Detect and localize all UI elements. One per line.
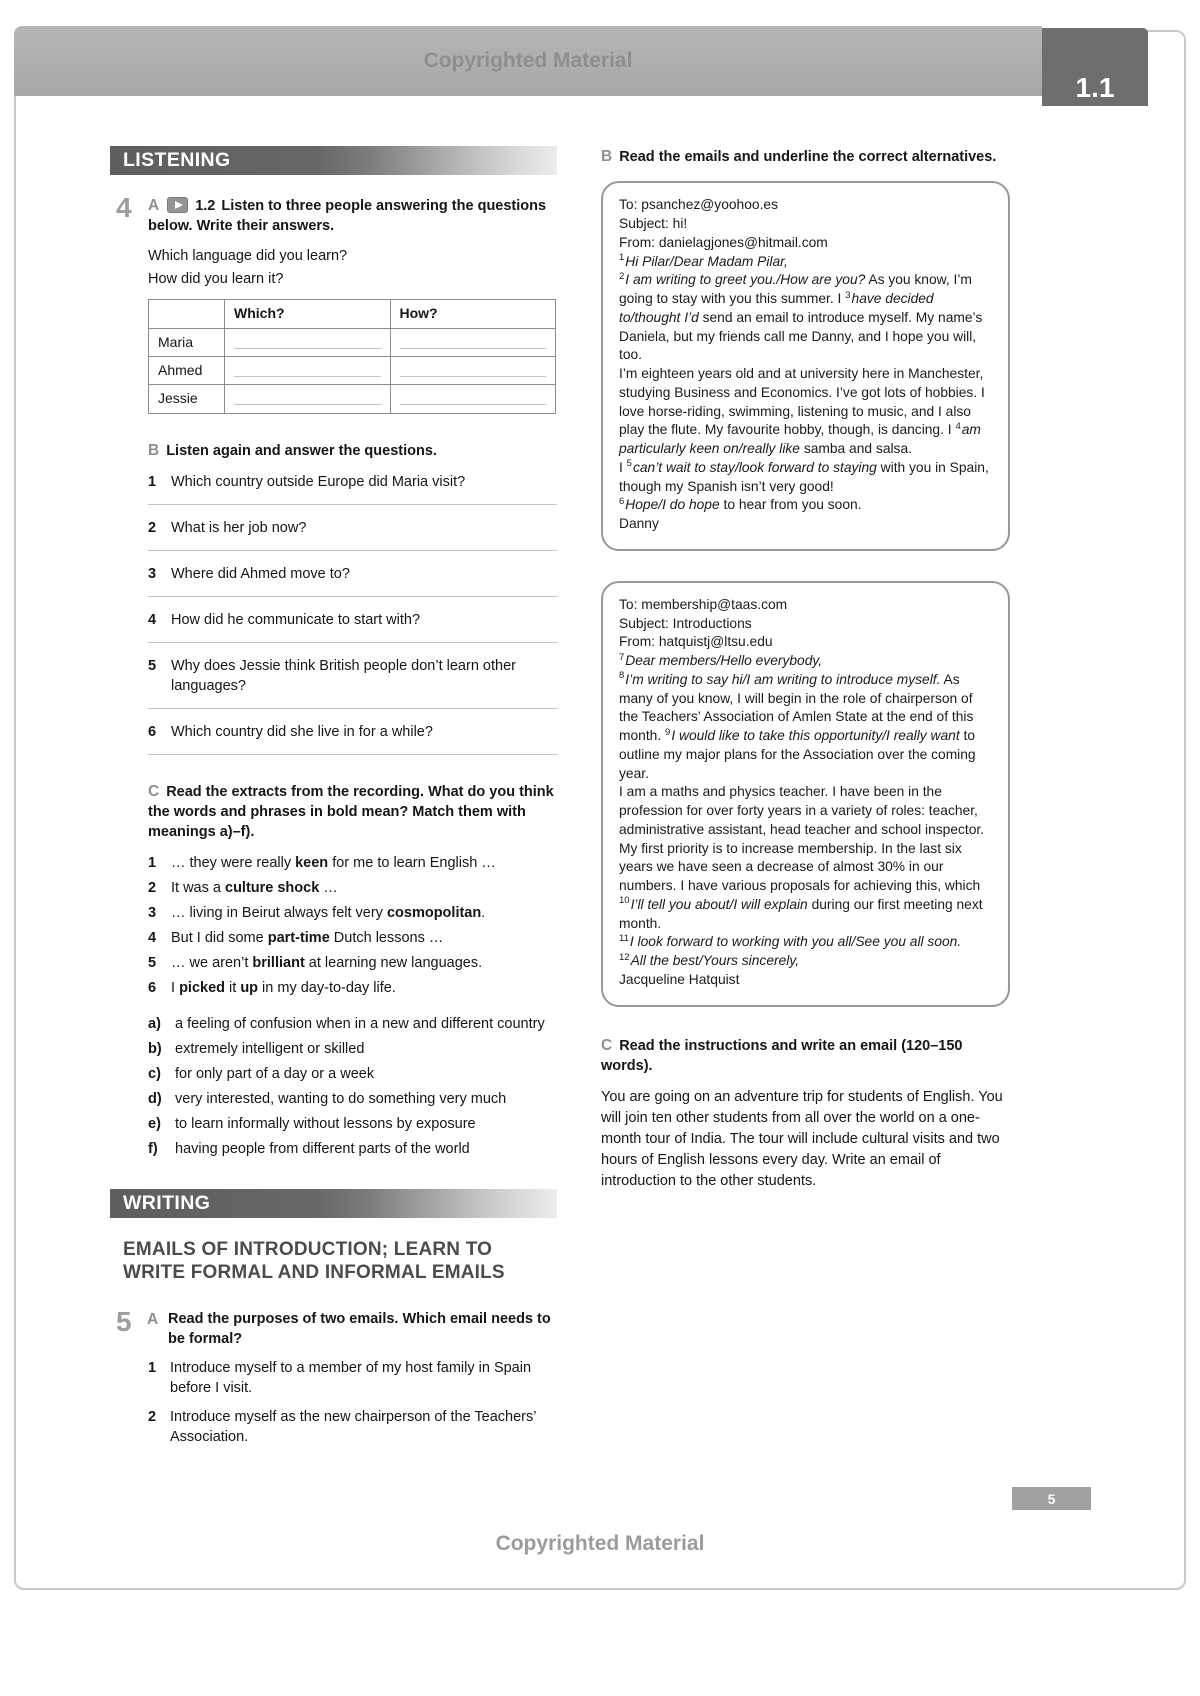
question-text: 3 Where did Ahmed move to?	[148, 565, 350, 582]
audio-play-icon	[167, 197, 188, 213]
copyright-header-text: Copyrighted Material	[423, 49, 633, 72]
meaning-item: a) a feeling of confusion when in a new and different country	[148, 1016, 545, 1033]
email-header-line: Subject: Introductions	[619, 615, 752, 631]
purpose-number: 2	[148, 1408, 157, 1425]
part-a-letter: A	[148, 197, 160, 214]
left-column	[110, 146, 557, 1456]
answer-cell[interactable]	[225, 356, 391, 384]
answer-blank-line[interactable]	[400, 336, 547, 349]
extracts-list	[148, 853, 557, 998]
purpose-number: 1	[148, 1359, 157, 1376]
page-number-box	[1012, 1487, 1091, 1510]
italic-alternatives: I’m writing to say hi/I am writing to introduce myself.	[625, 671, 941, 687]
purpose-item: 2 Introduce myself as the new chairperson of the Teachers’ Association.	[148, 1408, 536, 1445]
questions-list	[148, 472, 557, 755]
question-number: 4	[148, 611, 157, 628]
table-header-row	[149, 300, 556, 328]
superscript-number: 11	[619, 932, 629, 944]
extract-number: 5	[148, 955, 157, 972]
email-paragraph: Danny	[619, 516, 659, 532]
writing-section-title: WRITING	[123, 1192, 211, 1215]
email-header-line: From: danielagjones@hitmail.com	[619, 234, 828, 250]
email-header-line: Subject: hi!	[619, 216, 688, 232]
answer-cell[interactable]	[225, 328, 391, 356]
writing-subtitle-line-2: WRITE FORMAL AND INFORMAL EMAILS	[123, 1262, 505, 1284]
meaning-letter: f)	[148, 1141, 158, 1158]
answer-cell[interactable]	[390, 328, 556, 356]
italic-alternatives: I would like to take this opportunity/I really want	[671, 728, 960, 744]
question-item	[148, 656, 557, 709]
exercise-4a-instruction: Listen to three people answering the questions below. Write their answers.	[148, 198, 547, 235]
copyright-banner-top	[14, 26, 1042, 96]
exercise-4-number: 4	[116, 192, 132, 223]
extract-item: 2 It was a culture shock …	[148, 880, 338, 897]
answer-blank-line[interactable]	[148, 754, 557, 755]
bold-term: keen	[295, 855, 329, 872]
question-number: 2	[148, 519, 157, 536]
superscript-number: 3	[845, 289, 851, 301]
italic-alternatives: am particularly keen on/really like	[619, 422, 981, 457]
email-2-header	[619, 596, 993, 652]
exercise-4c-heading	[148, 781, 557, 842]
listening-section-bar	[110, 146, 557, 175]
answer-cell[interactable]	[225, 385, 391, 413]
student-name-cell: Jessie	[149, 385, 225, 413]
superscript-number: 5	[626, 458, 632, 470]
question-number: 3	[148, 565, 157, 582]
student-name-cell: Maria	[149, 328, 225, 356]
email-header-line: To: membership@taas.com	[619, 596, 788, 612]
listening-prompts	[148, 245, 557, 290]
table-row	[149, 356, 556, 384]
extract-number: 6	[148, 980, 157, 997]
question-item	[148, 472, 557, 505]
meaning-letter: e)	[148, 1116, 161, 1133]
writing-section-bar	[110, 1189, 557, 1218]
italic-alternatives: can’t wait to stay/look forward to staying	[632, 459, 877, 475]
answer-blank-line[interactable]	[234, 336, 381, 349]
italic-alternatives: Hi Pilar/Dear Madam Pilar,	[625, 253, 788, 269]
answers-table	[148, 299, 556, 413]
question-item	[148, 564, 557, 597]
meaning-item: c) for only part of a day or a week	[148, 1066, 375, 1083]
bold-term: brilliant	[252, 955, 305, 972]
email-paragraph: $^6$Hope/I do hope to hear from you soon.	[619, 495, 862, 513]
prompt-which-language: Which language did you learn?	[148, 248, 348, 265]
email-paragraph: I’m eighteen years old and at university here in Manchester, studying Business and Economics. I’ve got lots of hobbies. I love horse-riding, swimming, listening to music, and I also play the flute. My favourite hobby, though, is dancing. I $^4$am particularly keen on/really like samba and salsa.	[619, 366, 985, 457]
email-paragraph	[619, 253, 993, 272]
listening-section-title: LISTENING	[123, 149, 231, 172]
unit-tab	[1042, 28, 1148, 106]
answer-blank-line[interactable]	[148, 642, 557, 643]
email-paragraph: My first priority is to increase membership. In the last six years we have seen a decrease of almost 30% in our numbers. I have various proposals for achieving this, which $^{10}$I’ll tell you about/I will explain during our first meeting next month.	[619, 840, 983, 931]
extract-item: 5 … we aren’t brilliant at learning new languages.	[148, 955, 483, 972]
answer-cell[interactable]	[390, 356, 556, 384]
exercise-c-right-instruction: Read the instructions and write an email (120–150 words).	[601, 1037, 963, 1074]
question-text: 5 Why does Jessie think British people don’t learn other languages?	[148, 657, 516, 694]
table-row	[149, 385, 556, 413]
meaning-item: d) very interested, wanting to do something very much	[148, 1091, 507, 1108]
prompt-how-learn: How did you learn it?	[148, 270, 284, 287]
email-paragraph: I $^5$can’t wait to stay/look forward to staying with you in Spain, though my Spanish isn’t very good!	[619, 458, 989, 494]
extract-item: 3 … living in Beirut always felt very cosmopolitan.	[148, 905, 486, 922]
extract-number: 4	[148, 930, 157, 947]
email-2	[601, 581, 1010, 1007]
email-paragraph: $^8$I’m writing to say hi/I am writing to introduce myself. As many of you know, I will begin in the role of chairperson of the Teachers’ Association of Amlen State at the end of this month. $^9$I would like to take this opportunity/I really want to outline my major plans for the Association over the coming year.	[619, 670, 976, 781]
extract-number: 3	[148, 905, 157, 922]
table-row	[149, 328, 556, 356]
exercise-4c-block	[148, 781, 557, 1159]
copyright-banner-bottom	[0, 1532, 1200, 1556]
superscript-number: 9	[665, 726, 671, 738]
bold-term: up	[240, 980, 259, 997]
email-purpose-list	[148, 1358, 557, 1447]
superscript-number: 8	[619, 670, 625, 682]
meaning-item: e) to learn informally without lessons by exposure	[148, 1116, 476, 1133]
email-header-line: From: hatquistj@ltsu.edu	[619, 634, 773, 650]
meaning-letter: a)	[148, 1016, 161, 1033]
student-name-cell: Ahmed	[149, 356, 225, 384]
writing-task-text: You are going on an adventure trip for students of English. You will join ten other students from all over the world on a one-month tour of India. The tour will include cultural visits and two hours of English lessons every day. Write an email of introduction to the other students.	[601, 1089, 1003, 1190]
part-c-letter: C	[148, 782, 160, 800]
email-1-body	[619, 253, 993, 534]
bold-term: cosmopolitan	[386, 905, 482, 922]
part-a-letter: A	[147, 1310, 159, 1328]
email-paragraph: Jacqueline Hatquist	[619, 971, 740, 987]
meaning-letter: b)	[148, 1041, 162, 1058]
exercise-4b-block	[148, 440, 557, 755]
italic-alternatives: I’ll tell you about/I will explain	[630, 896, 808, 912]
part-b-letter: B	[148, 441, 160, 459]
bold-term: picked	[179, 980, 225, 997]
answer-blank-line[interactable]	[400, 392, 547, 405]
answer-blank-line[interactable]	[234, 364, 381, 377]
meaning-item: f) having people from different parts of the world	[148, 1141, 470, 1158]
extract-item: 1 … they were really keen for me to learn English …	[148, 855, 496, 872]
question-item	[148, 610, 557, 643]
bold-term: culture shock	[225, 880, 320, 897]
page-number: 5	[1047, 1490, 1056, 1507]
audio-track-number: 1.2	[195, 198, 216, 214]
email-paragraph	[619, 952, 993, 971]
email-paragraph	[619, 933, 993, 952]
italic-alternatives: have decided to/thought I’d	[619, 291, 934, 325]
answer-blank-line[interactable]	[234, 392, 381, 405]
superscript-number: 7	[619, 651, 625, 663]
answer-cell[interactable]	[390, 385, 556, 413]
superscript-number: 2	[619, 270, 625, 282]
question-number: 1	[148, 473, 157, 490]
extract-item: 4 But I did some part-time Dutch lessons …	[148, 930, 444, 947]
email-2-body	[619, 652, 993, 990]
superscript-number: 4	[955, 420, 961, 432]
extract-number: 2	[148, 880, 157, 897]
exercise-4b-heading	[148, 440, 557, 461]
answer-blank-line[interactable]	[148, 550, 557, 551]
italic-alternatives: All the best/Yours sincerely,	[630, 953, 800, 969]
exercise-c-right-heading	[601, 1035, 1010, 1076]
email-1	[601, 181, 1010, 551]
meaning-letter: d)	[148, 1091, 162, 1108]
table-header-how: How?	[390, 300, 556, 328]
email-paragraph: I am a maths and physics teacher. I have been in the profession for over forty years in a variety of roles: teacher, administrative assistant, head teacher and school inspector.	[619, 784, 985, 837]
exercise-b-right-heading	[601, 146, 1010, 167]
unit-number: 1.1	[1075, 72, 1115, 103]
extract-number: 1	[148, 855, 157, 872]
email-paragraph: $^2$I am writing to greet you./How are you? As you know, I’m going to stay with you this summer. I $^3$have decided to/thought I’d send an email to introduce myself. My name’s Daniela, but my friends call me Danny, and I hope you will, too.	[619, 270, 983, 363]
answer-blank-line[interactable]	[148, 596, 557, 597]
question-item	[148, 518, 557, 551]
exercise-b-right-instruction: Read the emails and underline the correct alternatives.	[619, 149, 997, 165]
superscript-number: 6	[619, 495, 625, 507]
meaning-item: b) extremely intelligent or skilled	[148, 1041, 365, 1058]
table-header-which: Which?	[225, 300, 391, 328]
question-text: 4 How did he communicate to start with?	[148, 611, 421, 628]
superscript-number: 12	[619, 951, 630, 963]
copyright-footer-text: Copyrighted Material	[495, 1532, 705, 1555]
email-1-header	[619, 196, 993, 252]
meanings-list	[148, 1014, 557, 1159]
question-text: 1 Which country outside Europe did Maria visit?	[148, 473, 466, 490]
question-number: 6	[148, 723, 157, 740]
italic-alternatives: I look forward to working with you all/See you all soon.	[629, 934, 962, 950]
bold-term: part-time	[267, 930, 330, 947]
exercise-5a-heading	[110, 1305, 557, 1349]
exercise-5a-instruction: Read the purposes of two emails. Which email needs to be formal?	[168, 1310, 551, 1347]
right-column	[601, 146, 1010, 1192]
purpose-item: 1 Introduce myself to a member of my host family in Spain before I visit.	[148, 1359, 532, 1396]
question-text: 2 What is her job now?	[148, 519, 307, 536]
exercise-4a-heading	[110, 192, 557, 236]
exercise-4c-instruction: Read the extracts from the recording. What do you think the words and phrases in bold mean? Match them with meanings a)–f).	[148, 783, 554, 841]
superscript-number: 1	[619, 252, 625, 264]
answer-blank-line[interactable]	[148, 708, 557, 709]
question-item	[148, 722, 557, 755]
superscript-number: 10	[619, 895, 630, 907]
meaning-letter: c)	[148, 1066, 161, 1083]
question-number: 5	[148, 657, 157, 674]
question-text: 6 Which country did she live in for a while?	[148, 723, 433, 740]
writing-subtitle	[123, 1238, 557, 1284]
exercise-5-number: 5	[116, 1305, 132, 1337]
italic-alternatives: Hope/I do hope	[625, 497, 720, 513]
italic-alternatives: Dear members/Hello everybody,	[625, 653, 823, 669]
answer-blank-line[interactable]	[400, 364, 547, 377]
italic-alternatives: I am writing to greet you./How are you?	[625, 272, 866, 288]
exercise-4b-instruction: Listen again and answer the questions.	[166, 442, 437, 459]
email-header-line: To: psanchez@yoohoo.es	[619, 197, 778, 213]
extract-item: 6 I picked it up in my day-to-day life.	[148, 980, 396, 997]
answer-blank-line[interactable]	[148, 504, 557, 505]
email-paragraph	[619, 652, 993, 671]
writing-subtitle-line-1: EMAILS OF INTRODUCTION; LEARN TO	[123, 1239, 493, 1261]
part-b-letter: B	[601, 148, 613, 165]
part-c-letter: C	[601, 1036, 613, 1054]
table-corner-cell	[149, 300, 225, 328]
